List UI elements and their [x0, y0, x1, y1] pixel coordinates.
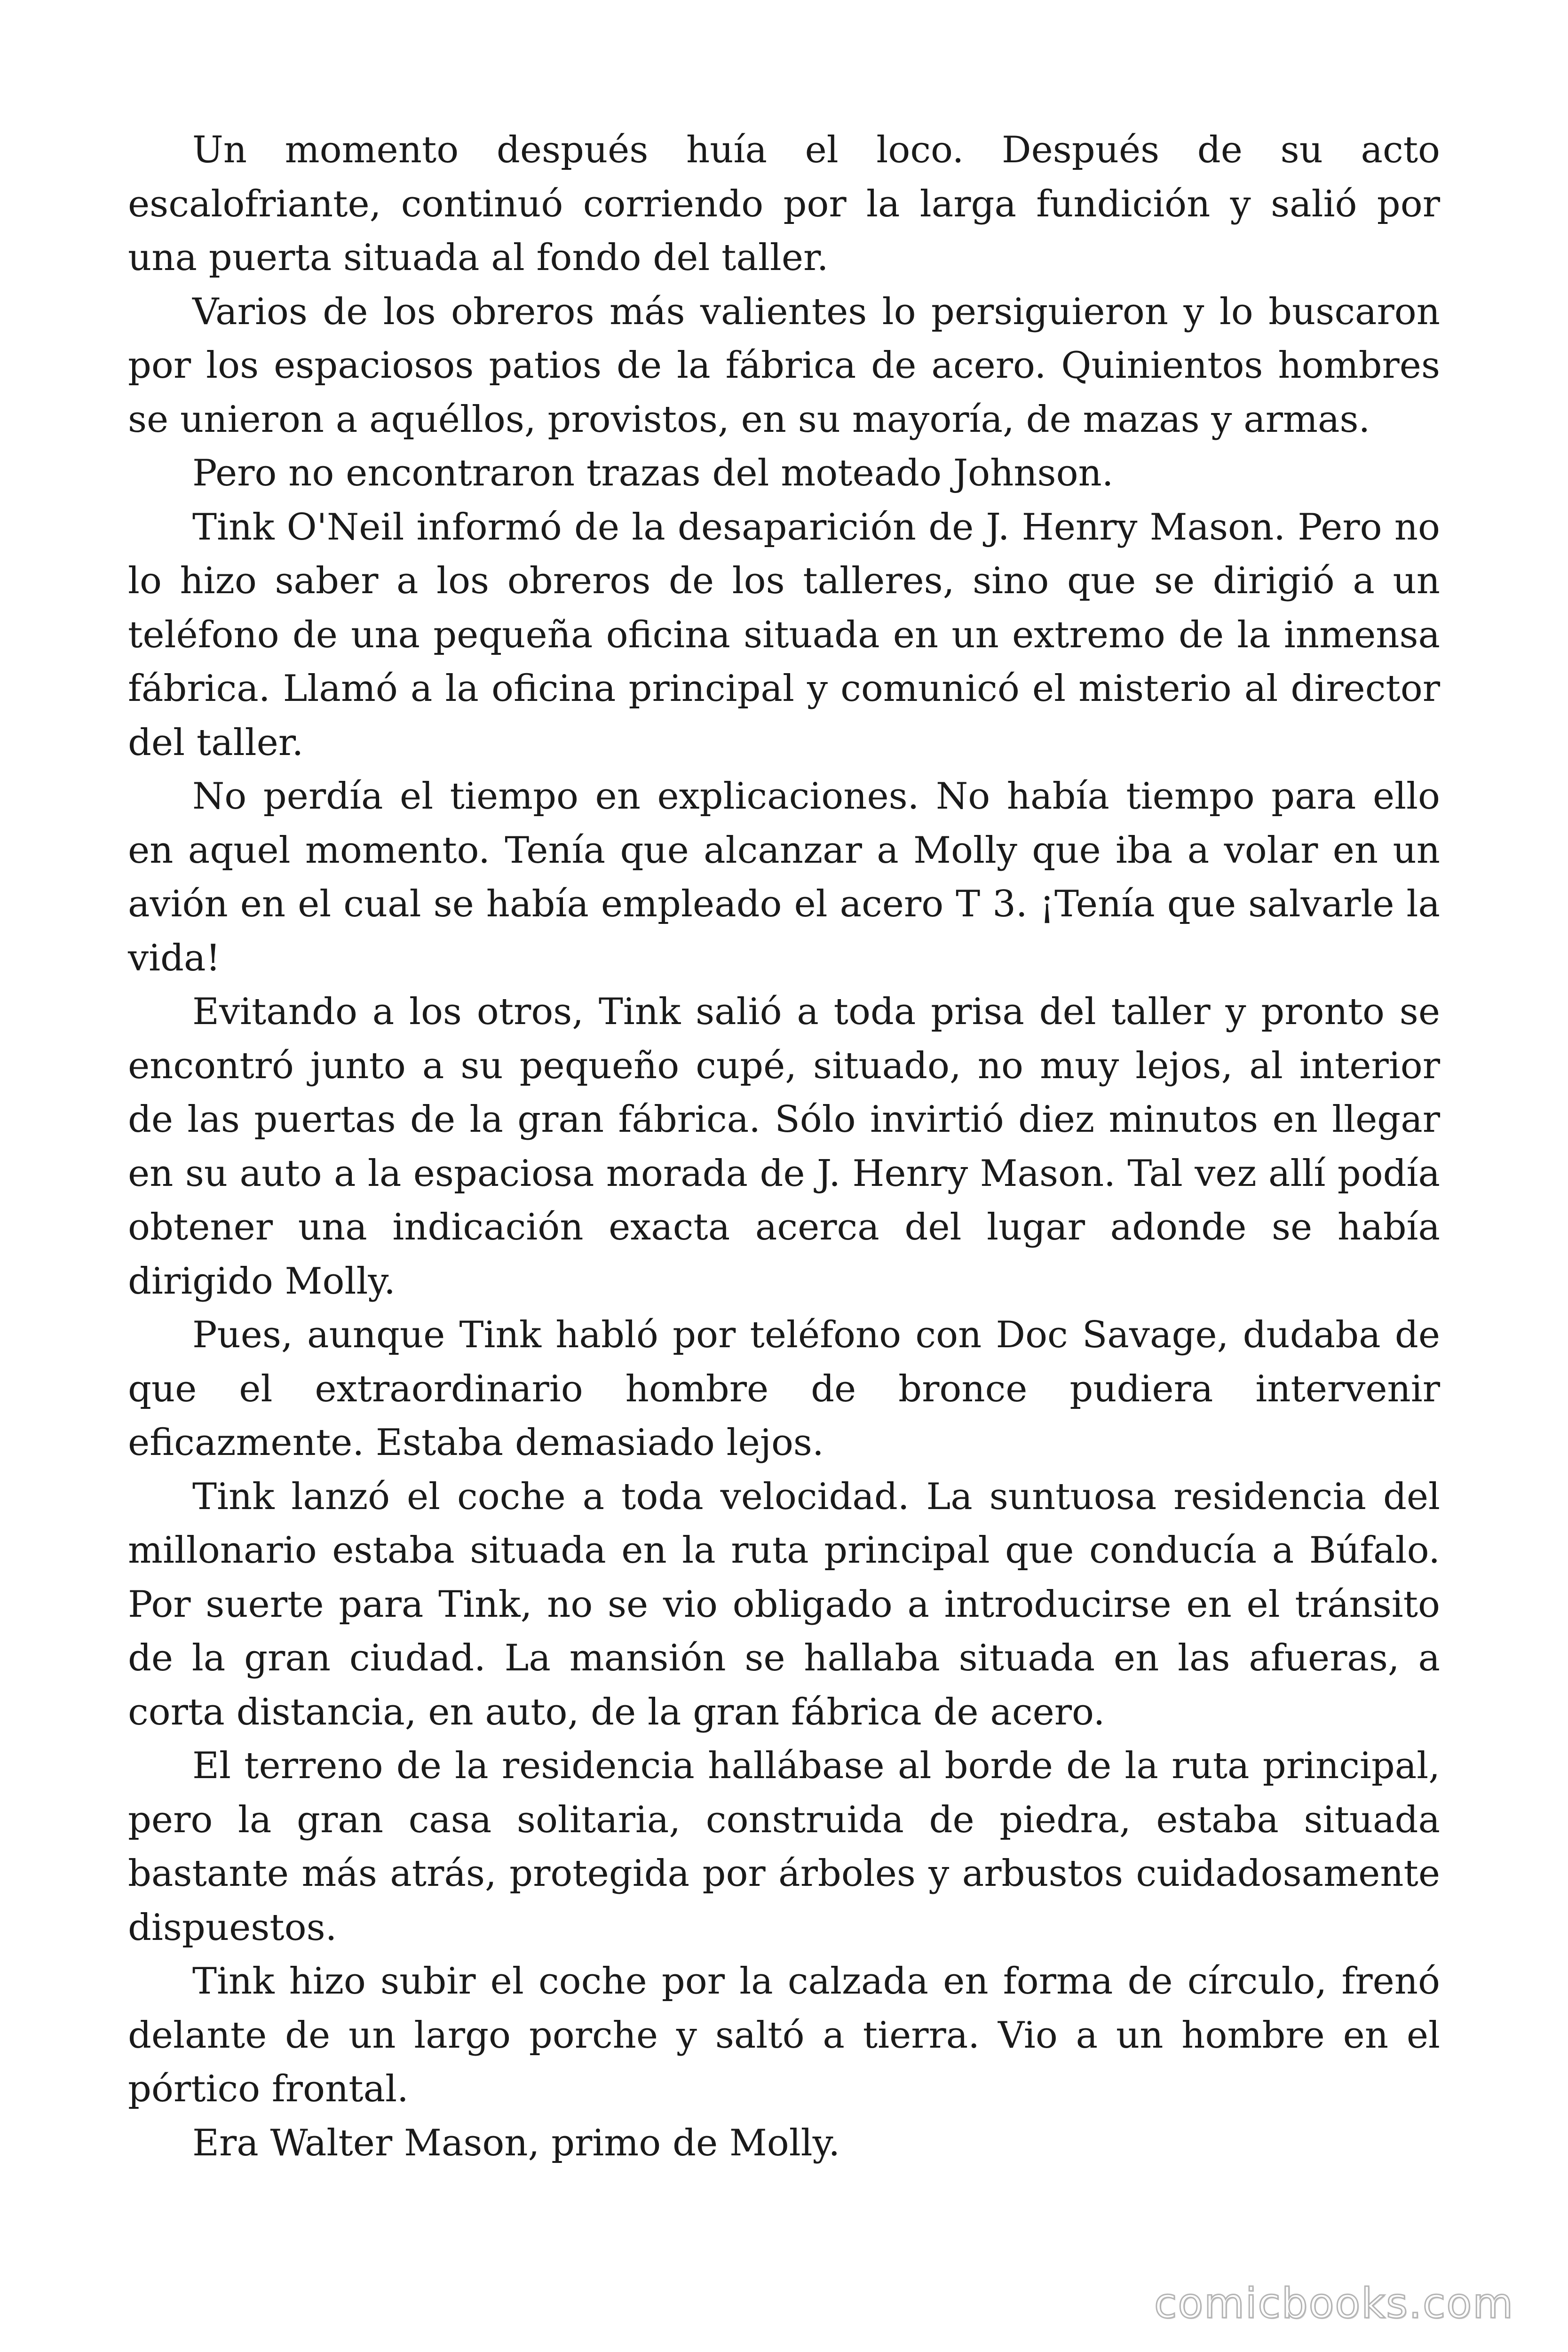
paragraph: Evitando a los otros, Tink salió a toda prisa del taller y pronto se encontró junto a su pequeño cupé, situado, no muy lejos, al interior de las puertas de la gran fábrica. Sólo invirtió diez minutos en llegar en su auto a la espaciosa morada de J. Henry Mason. Tal vez allí podía obtener una indicación exacta acerca del lugar adonde se había dirigido Molly. [128, 991, 1440, 1303]
paragraph: Pero no encontraron trazas del moteado Johnson. [192, 452, 1114, 494]
paragraph: Tink hizo subir el coche por la calzada en forma de círculo, frenó delante de un largo porche y saltó a tierra. Vio a un hombre en el pórtico frontal. [128, 1960, 1440, 2110]
paragraph: Varios de los obreros más valientes lo persiguieron y lo buscaron por los espaciosos patios de la fábrica de acero. Quinientos hombres se unieron a aquéllos, provistos, en su mayoría, de mazas y armas. [128, 290, 1440, 441]
paragraph: Era Walter Mason, primo de Molly. [192, 2122, 840, 2164]
paragraph: Pues, aunque Tink habló por teléfono con Doc Savage, dudaba de que el extraordinario hombre de bronce pudiera intervenir eficazmente. Estaba demasiado lejos. [128, 1314, 1440, 1464]
paragraph: Tink lanzó el coche a toda velocidad. La suntuosa residencia del millonario estaba situada en la ruta principal que conducía a Búfalo. Por suerte para Tink, no se vio obligado a introducirse en el tránsito de la gran ciudad. La mansión se hallaba situada en las afueras, a corta distancia, en auto, de la gran fábrica de acero. [128, 1475, 1440, 1733]
paragraph: No perdía el tiempo en explicaciones. No había tiempo para ello en aquel momento. Tenía que alcanzar a Molly que iba a volar en un avión en el cual se había empleado el acero T 3. ¡Tenía que salvarle la vida! [128, 775, 1440, 979]
paragraph: Un momento después huía el loco. Después de su acto escalofriante, continuó corriendo por la larga fundición y salió por una puerta situada al fondo del taller. [128, 129, 1440, 279]
body-text [128, 123, 1440, 2170]
paragraph: Tink O'Neil informó de la desaparición de J. Henry Mason. Pero no lo hizo saber a los obreros de los talleres, sino que se dirigió a un teléfono de una pequeña oficina situada en un extremo de la inmensa fábrica. Llamó a la oficina principal y comunicó el misterio al director del taller. [128, 506, 1440, 764]
watermark: comicbooks.com [1154, 2279, 1514, 2328]
paragraph: El terreno de la residencia hallábase al borde de la ruta principal, pero la gran casa solitaria, construida de piedra, estaba situada bastante más atrás, protegida por árboles y arbustos cuidadosamente dispuestos. [128, 1745, 1440, 1949]
